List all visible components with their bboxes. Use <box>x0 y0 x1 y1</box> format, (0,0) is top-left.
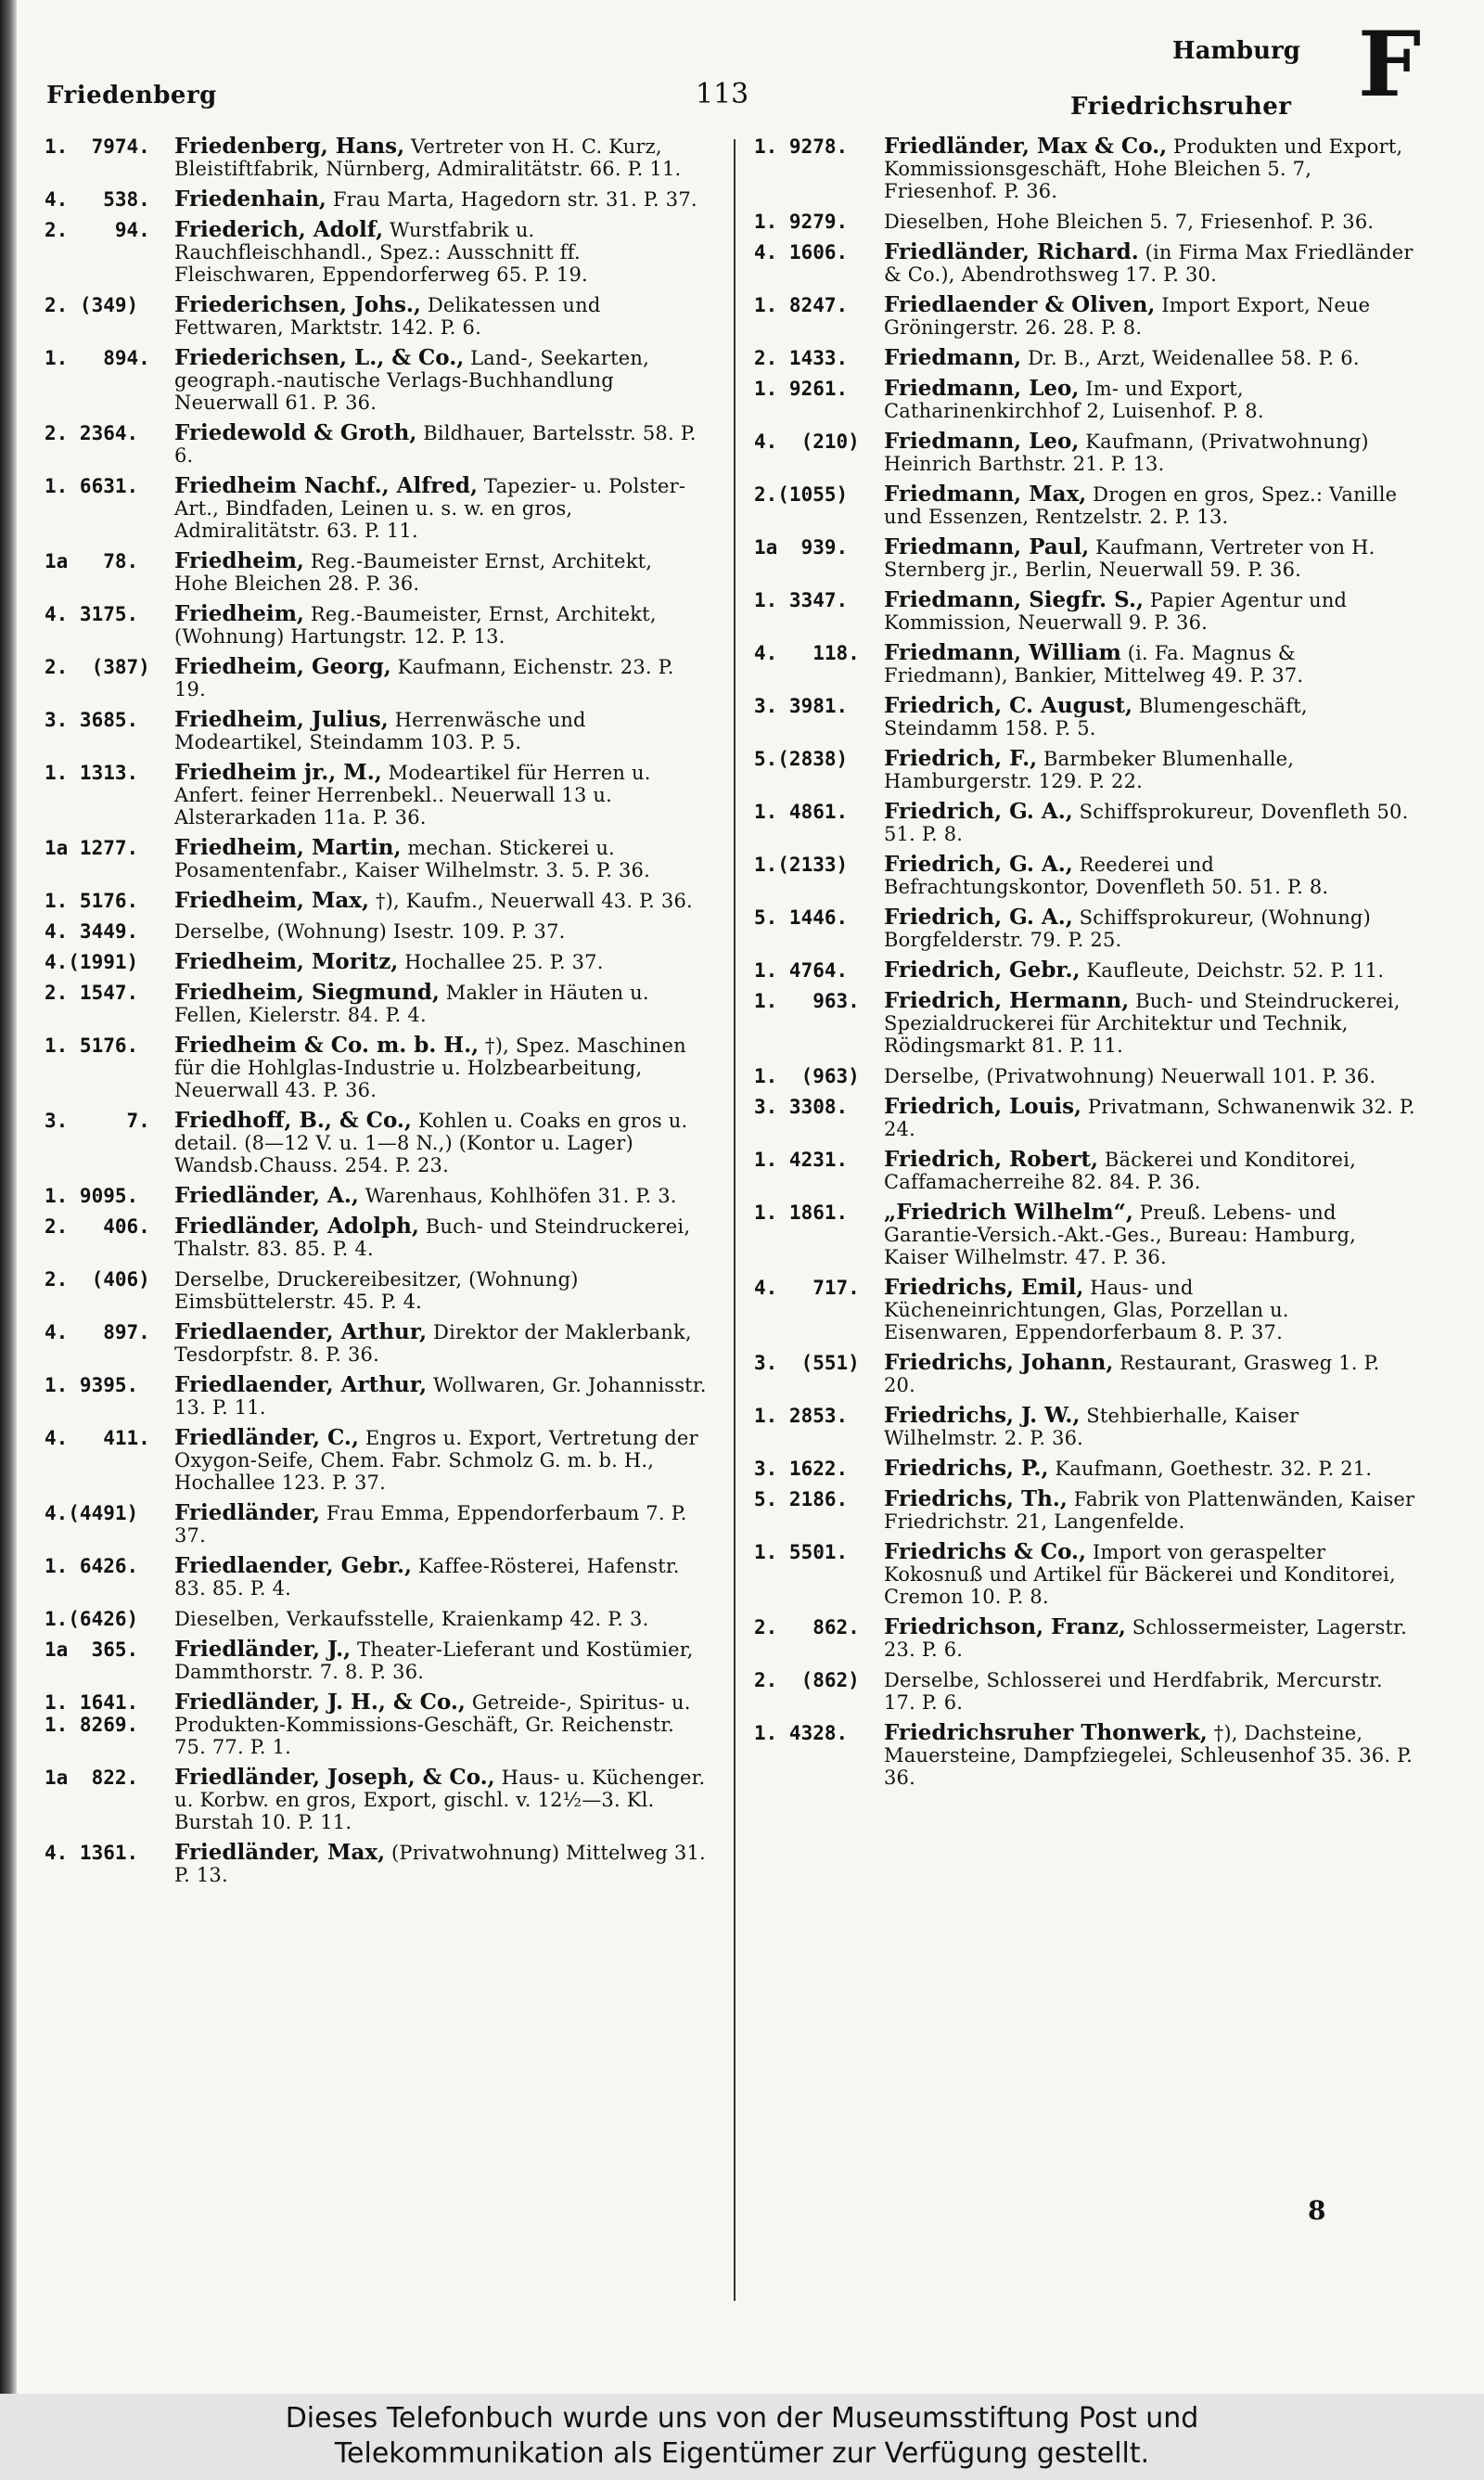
subscriber-details: Herrenwäsche und Modeartikel, Steindamm 103. P. 5. <box>174 709 586 753</box>
subscriber-details: Kaufmann, Vertreter von H. Sternberg jr., Berlin, Neuerwall 59. P. 36. <box>884 536 1375 581</box>
directory-entry <box>45 1034 710 1101</box>
subscriber-details: Blumengeschäft, Steindamm 158. P. 5. <box>884 695 1308 739</box>
subscriber-name: „Friedrich Wilhelm“, <box>884 1200 1133 1225</box>
subscriber-details: Haus- u. Küchenger. u. Korbw. en gros, Export, gischl. v. 12½—3. Kl. Burstah 10. P. 11. <box>174 1767 706 1833</box>
phone-number: 4. 3449. <box>45 920 139 943</box>
subscriber-name: Friedrichson, Franz, <box>884 1614 1126 1639</box>
directory-entry <box>754 1096 1417 1140</box>
directory-entry <box>45 951 710 973</box>
subscriber-details: Bildhauer, Bartelsstr. 58. P. 6. <box>174 422 697 467</box>
directory-entry <box>45 982 710 1026</box>
subscriber-name: Friedmann, Paul, <box>884 534 1090 559</box>
archive-notice <box>0 2394 1484 2480</box>
subscriber-name: Friedrich, G. A., <box>884 852 1073 877</box>
directory-entry <box>45 603 710 648</box>
phone-number: 4. 1361. <box>45 1842 139 1864</box>
directory-entry <box>45 1502 710 1547</box>
directory-entry <box>45 550 710 595</box>
phone-number: 1. 4861. <box>754 801 849 823</box>
phone-number: 1.(2133) <box>754 854 849 876</box>
subscriber-name: Friedheim Nachf., Alfred, <box>174 473 478 498</box>
directory-entry <box>45 1691 710 1758</box>
subscriber-details: Wollwaren, Gr. Johannisstr. 13. P. 11. <box>174 1374 707 1419</box>
directory-entry <box>45 1110 710 1176</box>
phone-number: 1. 9278. <box>754 135 849 158</box>
phone-number: 1. 6631. <box>45 475 139 497</box>
phone-number: 1. 5176. <box>45 1034 139 1057</box>
subscriber-details: (Privatwohnung) Mittelweg 31. P. 13. <box>174 1842 706 1886</box>
phone-number: 4.(1991) <box>45 951 139 973</box>
subscriber-details: Kaufmann, Goethestr. 32. P. 21. <box>1048 1458 1373 1480</box>
directory-entry <box>45 135 710 180</box>
subscriber-details: Delikatessen und Fettwaren, Marktstr. 142. P. 6. <box>174 294 601 339</box>
subscriber-name: Friedrichs, P., <box>884 1456 1049 1481</box>
subscriber-name: Friedlaender, Arthur, <box>174 1372 428 1397</box>
subscriber-name: Friedrichs, Johann, <box>884 1350 1114 1375</box>
subscriber-details: Direktor der Maklerbank, Tesdorpfstr. 8. P. 36. <box>174 1321 692 1366</box>
phone-number: 1. 6426. <box>45 1555 139 1577</box>
subscriber-name: Friedenhain, <box>174 186 326 212</box>
subscriber-name: Friedrich, Louis, <box>884 1094 1082 1119</box>
subscriber-name: Friedlaender, Gebr., <box>174 1553 413 1578</box>
subscriber-details: Kohlen u. Coaks en gros u. detail. (8—12 V. u. 1—8 N.,) (Kontor u. Lager) Wandsb.Chauss. 254. P. 23. <box>174 1110 688 1176</box>
subscriber-name: Friedlaender & Oliven, <box>884 292 1156 317</box>
header-right-keyword: Friedrichsruher <box>1070 93 1292 121</box>
directory-entry <box>754 1669 1417 1714</box>
subscriber-name: Friedmann, Max, <box>884 482 1087 507</box>
subscriber-name: Friedrich, Robert, <box>884 1147 1099 1172</box>
directory-entry <box>45 762 710 829</box>
directory-entry <box>754 211 1417 233</box>
subscriber-details: Makler in Häuten u. Fellen, Kielerstr. 84. P. 4. <box>174 982 649 1026</box>
subscriber-details: Papier Agentur und Kommission, Neuerwall 9. P. 36. <box>884 589 1348 634</box>
phone-number: 4. 897. <box>45 1321 150 1343</box>
phone-number: 5. 1446. <box>754 906 849 929</box>
right-column <box>754 135 1417 1797</box>
phone-number: 1.(6426) <box>45 1608 139 1630</box>
subscriber-details: Schiffsprokureur, (Wohnung) Borgfelderstr. 79. P. 25. <box>884 906 1371 951</box>
phone-number: 1. 3347. <box>754 589 849 611</box>
subscriber-details: Vertreter von H. C. Kurz, Bleistiftfabrik, Nürnberg, Admiralitätstr. 66. P. 11. <box>174 135 682 180</box>
subscriber-details: Frau Emma, Eppendorferbaum 7. P. 37. <box>174 1502 687 1547</box>
subscriber-name: Friedrich, Hermann, <box>884 988 1130 1013</box>
directory-entry <box>754 536 1417 581</box>
book-spine-shadow <box>0 0 17 2480</box>
subscriber-name: Friedländer, Max & Co., <box>884 134 1168 159</box>
subscriber-details: Im- und Export, Catharinenkirchhof 2, Luisenhof. P. 8. <box>884 378 1264 422</box>
subscriber-name: Friedhoff, B., & Co., <box>174 1108 412 1133</box>
phone-number: 2. 406. <box>45 1215 150 1238</box>
phone-number: 1. 1641. 1. 8269. <box>45 1691 139 1736</box>
phone-number: 2. (387) <box>45 656 150 678</box>
directory-entry <box>45 1555 710 1600</box>
directory-entry <box>754 748 1417 792</box>
phone-number: 1a 1277. <box>45 837 139 859</box>
subscriber-name: Friedewold & Groth, <box>174 420 417 445</box>
subscriber-details: Kaufmann, (Privatwohnung) Heinrich Barthstr. 21. P. 13. <box>884 430 1369 475</box>
subscriber-name: Friedrichs, Emil, <box>884 1275 1084 1300</box>
directory-entry <box>754 854 1417 898</box>
subscriber-details: Modeartikel für Herren u. Anfert. feiner Herrenbekl.. Neuerwall 13 u. Alsterarkaden 11a. P. 36. <box>174 762 651 829</box>
phone-number: 1. 8247. <box>754 294 849 316</box>
phone-number: 5. 2186. <box>754 1488 849 1510</box>
directory-entry <box>754 1201 1417 1268</box>
directory-entry <box>754 1405 1417 1449</box>
subscriber-name: Friedrichs, J. W., <box>884 1403 1081 1428</box>
subscriber-name: Friedheim, Georg, <box>174 654 391 679</box>
directory-entry <box>45 1767 710 1833</box>
phone-number: 3. 3685. <box>45 709 139 731</box>
directory-entry <box>45 1268 710 1313</box>
phone-number: 1. 4764. <box>754 959 849 982</box>
directory-entry <box>754 642 1417 687</box>
subscriber-name: Friedheim, Julius, <box>174 707 389 732</box>
directory-entry <box>754 294 1417 339</box>
subscriber-details: Derselbe, (Privatwohnung) Neuerwall 101. P. 36. <box>884 1065 1376 1087</box>
phone-number: 2. (349) <box>45 294 139 316</box>
subscriber-details: Preuß. Lebens- und Garantie-Versich.-Akt.-Ges., Bureau: Hamburg, Kaiser Wilhelmstr. 47. P. 36. <box>884 1201 1356 1268</box>
subscriber-details: Kaufmann, Eichenstr. 23. P. 19. <box>174 656 674 700</box>
directory-entry <box>45 1185 710 1207</box>
directory-entry <box>754 801 1417 845</box>
subscriber-name: Friederichsen, L., & Co., <box>174 345 465 370</box>
directory-entry <box>754 589 1417 634</box>
subscriber-details: Bäckerei und Konditorei, Caffamacherreihe 82. 84. P. 36. <box>884 1149 1356 1193</box>
subscriber-name: Friedheim, Martin, <box>174 835 402 860</box>
subscriber-name: Friedrich, C. August, <box>884 693 1132 718</box>
directory-entry <box>754 1488 1417 1533</box>
phone-number: 3. 3981. <box>754 695 849 717</box>
directory-entry <box>754 378 1417 422</box>
subscriber-details: †), Kaufm., Neuerwall 43. P. 36. <box>369 890 693 912</box>
subscriber-details: Import von geraspelter Kokosnuß und Artikel für Bäckerei und Konditorei, Cremon 10. P. 8. <box>884 1541 1396 1608</box>
subscriber-name: Friedenberg, Hans, <box>174 134 405 159</box>
directory-entry <box>45 1608 710 1630</box>
phone-number: 2. 2364. <box>45 422 139 444</box>
subscriber-details: Getreide-, Spiritus- u. Produkten-Kommissions-Geschäft, Gr. Reichenstr. 75. 77. P. 1. <box>174 1691 691 1758</box>
phone-number: 1. 7974. <box>45 135 150 158</box>
header-city: Hamburg <box>1172 37 1300 65</box>
subscriber-details: mechan. Stickerei u. Posamentenfabr., Kaiser Wilhelmstr. 3. 5. P. 36. <box>174 837 650 881</box>
phone-number: 2. 1547. <box>45 982 139 1004</box>
directory-entry <box>754 990 1417 1057</box>
phone-number: 1. 9279. <box>754 211 849 233</box>
phone-number: 1. 894. <box>45 347 150 369</box>
phone-number: 3. (551) <box>754 1352 860 1374</box>
phone-number: 1a 939. <box>754 536 849 559</box>
subscriber-details: Restaurant, Grasweg 1. P. 20. <box>884 1352 1380 1396</box>
subscriber-name: Friedrichsruher Thonwerk, <box>884 1720 1208 1745</box>
subscriber-details: Barmbeker Blumenhalle, Hamburgerstr. 129. P. 22. <box>884 748 1295 792</box>
subscriber-details: Derselbe, (Wohnung) Isestr. 109. P. 37. <box>174 920 566 943</box>
subscriber-details: †), Spez. Maschinen für die Hohlglas-Industrie u. Holzbearbeitung, Neuerwall 43. P. 36. <box>174 1034 686 1101</box>
left-column <box>45 135 710 1895</box>
subscriber-name: Friedländer, Joseph, & Co., <box>174 1765 495 1790</box>
archive-notice-line-2: Telekommunikation als Eigentümer zur Verfügung gestellt. <box>334 2437 1150 2470</box>
subscriber-details: Land-, Seekarten, geograph.-nautische Verlags-Buchhandlung Neuerwall 61. P. 36. <box>174 347 650 414</box>
phone-number: 3. 1622. <box>754 1458 849 1480</box>
directory-entry <box>45 1427 710 1494</box>
subscriber-details: Reg.-Baumeister Ernst, Architekt, Hohe Bleichen 28. P. 36. <box>174 550 653 595</box>
subscriber-name: Friedmann, Siegfr. S., <box>884 587 1144 612</box>
subscriber-name: Friedrich, G. A., <box>884 905 1073 930</box>
subscriber-details: Schiffsprokureur, Dovenfleth 50. 51. P. 8. <box>884 801 1409 845</box>
directory-entry <box>45 188 710 211</box>
phone-number: 4. 1606. <box>754 241 849 263</box>
subscriber-details: Reederei und Befrachtungskontor, Dovenfleth 50. 51. P. 8. <box>884 854 1329 898</box>
subscriber-name: Friedheim, Siegmund, <box>174 980 440 1005</box>
subscriber-details: (in Firma Max Friedländer & Co.), Abendrothsweg 17. P. 30. <box>884 241 1414 286</box>
phone-number: 2.(1055) <box>754 483 849 506</box>
directory-entry <box>45 294 710 339</box>
subscriber-name: Friedheim, Max, <box>174 888 370 913</box>
phone-number: 1. 1861. <box>754 1201 849 1224</box>
phone-number: 3. 7. <box>45 1110 150 1132</box>
phone-number: 2. 862. <box>754 1616 860 1638</box>
subscriber-name: Friedrich, Gebr., <box>884 957 1081 983</box>
directory-entry <box>45 422 710 467</box>
subscriber-name: Friedrichs, Th., <box>884 1486 1068 1511</box>
phone-number: 4. (210) <box>754 430 860 453</box>
subscriber-details: Theater-Lieferant und Kostümier, Dammthorstr. 7. 8. P. 36. <box>174 1638 694 1683</box>
phone-number: 1. 4231. <box>754 1149 849 1171</box>
phone-number: 1. 4328. <box>754 1722 849 1744</box>
directory-entry <box>45 656 710 700</box>
phone-number: 2. 94. <box>45 219 150 241</box>
directory-entry <box>754 1722 1417 1789</box>
subscriber-name: Friedländer, Adolph, <box>174 1214 419 1239</box>
directory-entry <box>754 906 1417 951</box>
directory-entry <box>754 1616 1417 1661</box>
directory-entry <box>45 890 710 912</box>
directory-entry <box>45 475 710 542</box>
phone-number: 4. 717. <box>754 1277 860 1299</box>
subscriber-details: Drogen en gros, Spez.: Vanille und Essenzen, Rentzelstr. 2. P. 13. <box>884 483 1398 528</box>
subscriber-details: Buch- und Steindruckerei, Spezialdruckerei für Architektur und Technik, Rödingsmarkt 81. P. 11. <box>884 990 1401 1057</box>
subscriber-details: Stehbierhalle, Kaiser Wilhelmstr. 2. P. 36. <box>884 1405 1299 1449</box>
phone-number: 1. (963) <box>754 1065 860 1087</box>
phone-number: 3. 3308. <box>754 1096 849 1118</box>
subscriber-details: Derselbe, Druckereibesitzer, (Wohnung) Eimsbüttelerstr. 45. P. 4. <box>174 1268 579 1313</box>
phone-number: 2. 1433. <box>754 347 849 369</box>
subscriber-details: Frau Marta, Hagedorn str. 31. P. 37. <box>326 188 697 211</box>
phone-number: 1. 2853. <box>754 1405 849 1427</box>
subscriber-name: Friedländer, J., <box>174 1637 352 1662</box>
subscriber-details: Warenhaus, Kohlhöfen 31. P. 3. <box>358 1185 677 1207</box>
phone-number: 4. 411. <box>45 1427 150 1449</box>
phone-number: 2. (862) <box>754 1669 860 1691</box>
subscriber-details: Privatmann, Schwanenwik 32. P. 24. <box>884 1096 1415 1140</box>
directory-entry <box>754 1541 1417 1608</box>
subscriber-name: Friedmann, William <box>884 640 1121 665</box>
subscriber-name: Friedheim, <box>174 548 304 573</box>
subscriber-name: Friedmann, Leo, <box>884 376 1080 401</box>
subscriber-details: Dieselben, Verkaufsstelle, Kraienkamp 42. P. 3. <box>174 1608 649 1630</box>
subscriber-details: Haus- und Kücheneinrichtungen, Glas, Porzellan u. Eisenwaren, Eppendorferbaum 8. P. 37. <box>884 1277 1289 1343</box>
directory-entry <box>45 837 710 881</box>
phone-number: 1. 1313. <box>45 762 139 784</box>
directory-entry <box>754 347 1417 369</box>
phone-number: 1. 9261. <box>754 378 849 400</box>
subscriber-details: Import Export, Neue Gröningerstr. 26. 28. P. 8. <box>884 294 1371 339</box>
subscriber-details: Derselbe, Schlosserei und Herdfabrik, Mercurstr. 17. P. 6. <box>884 1669 1383 1714</box>
subscriber-details: Kaffee-Rösterei, Hafenstr. 83. 85. P. 4. <box>174 1555 680 1600</box>
directory-entry <box>754 430 1417 475</box>
phone-number: 1. 9395. <box>45 1374 139 1396</box>
phone-number: 4. 3175. <box>45 603 139 625</box>
directory-entry <box>45 1374 710 1419</box>
directory-entry <box>45 1842 710 1886</box>
phone-number: 1. 9095. <box>45 1185 139 1207</box>
phone-number: 1a 78. <box>45 550 139 572</box>
page-number: 113 <box>696 78 749 110</box>
subscriber-details: Wurstfabrik u. Rauchfleischhandl., Spez.: Ausschnitt ff. Fleischwaren, Eppendorferweg 65. P. 19. <box>174 219 588 286</box>
subscriber-details: Dr. B., Arzt, Weidenallee 58. P. 6. <box>1021 347 1360 369</box>
phone-number: 4.(4491) <box>45 1502 139 1524</box>
directory-entry <box>754 135 1417 202</box>
subscriber-details: Engros u. Export, Vertretung der Oxygon-Seife, Chem. Fabr. Schmolz G. m. b. H., Hochallee 123. P. 37. <box>174 1427 698 1494</box>
subscriber-name: Friedrichs & Co., <box>884 1539 1087 1564</box>
subscriber-name: Friedheim, <box>174 601 304 626</box>
directory-entry <box>754 1458 1417 1480</box>
subscriber-name: Friedrich, G. A., <box>884 799 1073 824</box>
subscriber-name: Friedländer, Richard. <box>884 239 1139 264</box>
subscriber-details: Dieselben, Hohe Bleichen 5. 7, Friesenhof. P. 36. <box>884 211 1375 233</box>
directory-entry <box>45 347 710 414</box>
directory-entry <box>754 1065 1417 1087</box>
subscriber-details: Reg.-Baumeister, Ernst, Architekt, (Wohnung) Hartungstr. 12. P. 13. <box>174 603 657 648</box>
subscriber-details: †), Dachsteine, Mauersteine, Dampfziegelei, Schleusenhof 35. 36. P. 36. <box>884 1722 1414 1789</box>
subscriber-name: Friedheim, Moritz, <box>174 949 399 974</box>
phone-number: 1. 963. <box>754 990 860 1012</box>
phone-number: 4. 118. <box>754 642 860 664</box>
subscriber-details: Kaufleute, Deichstr. 52. P. 11. <box>1080 959 1385 982</box>
subscriber-name: Friedrich, F., <box>884 746 1038 771</box>
directory-entry <box>754 695 1417 739</box>
header-left-keyword: Friedenberg <box>46 82 217 109</box>
phone-number: 1. 5501. <box>754 1541 849 1563</box>
footer-page-mark: 8 <box>1308 2195 1326 2226</box>
subscriber-name: Friedländer, A., <box>174 1183 359 1208</box>
directory-page <box>17 0 1484 2394</box>
phone-number: 1. 5176. <box>45 890 139 912</box>
column-divider <box>734 139 736 2301</box>
directory-entry <box>45 1321 710 1366</box>
directory-entry <box>754 241 1417 286</box>
directory-entry <box>754 1277 1417 1343</box>
subscriber-name: Friederich, Adolf, <box>174 217 384 242</box>
subscriber-details: Fabrik von Plattenwänden, Kaiser Friedrichstr. 21, Langenfelde. <box>884 1488 1415 1533</box>
subscriber-details: Tapezier- u. Polster-Art., Bindfaden, Leinen u. s. w. en gros, Admiralitätstr. 63. P. 11. <box>174 475 686 542</box>
subscriber-details: Schlossermeister, Lagerstr. 23. P. 6. <box>884 1616 1407 1661</box>
directory-entry <box>45 1215 710 1260</box>
subscriber-details: (i. Fa. Magnus & Friedmann), Bankier, Mittelweg 49. P. 37. <box>884 642 1304 687</box>
phone-number: 1a 822. <box>45 1767 139 1789</box>
phone-number: 2. (406) <box>45 1268 150 1291</box>
directory-entry <box>754 959 1417 982</box>
subscriber-details: Produkten und Export, Kommissionsgeschäft, Hohe Bleichen 5. 7, Friesenhof. P. 36. <box>884 135 1403 202</box>
subscriber-name: Friederichsen, Johs., <box>174 292 421 317</box>
phone-number: 5.(2838) <box>754 748 849 770</box>
subscriber-name: Friedländer, C., <box>174 1425 359 1450</box>
directory-entry <box>754 1149 1417 1193</box>
subscriber-name: Friedländer, <box>174 1500 321 1525</box>
subscriber-details: Hochallee 25. P. 37. <box>398 951 604 973</box>
phone-number: 1a 365. <box>45 1638 139 1661</box>
subscriber-name: Friedmann, Leo, <box>884 429 1080 454</box>
subscriber-name: Friedländer, Max, <box>174 1840 386 1865</box>
subscriber-details: Buch- und Steindruckerei, Thalstr. 83. 85. P. 4. <box>174 1215 691 1260</box>
directory-entry <box>45 219 710 286</box>
subscriber-name: Friedmann, <box>884 345 1022 370</box>
subscriber-name: Friedheim & Co. m. b. H., <box>174 1033 480 1058</box>
directory-entry <box>45 709 710 753</box>
archive-notice-line-1: Dieses Telefonbuch wurde uns von der Museumsstiftung Post und <box>285 2402 1199 2435</box>
directory-entry <box>45 1638 710 1683</box>
phone-number: 4. 538. <box>45 188 150 211</box>
subscriber-name: Friedländer, J. H., & Co., <box>174 1690 466 1715</box>
section-letter: F <box>1358 12 1422 117</box>
subscriber-name: Friedheim jr., M., <box>174 760 382 785</box>
directory-entry <box>754 1352 1417 1396</box>
directory-entry <box>754 483 1417 528</box>
directory-entry <box>45 920 710 943</box>
subscriber-name: Friedlaender, Arthur, <box>174 1319 428 1344</box>
